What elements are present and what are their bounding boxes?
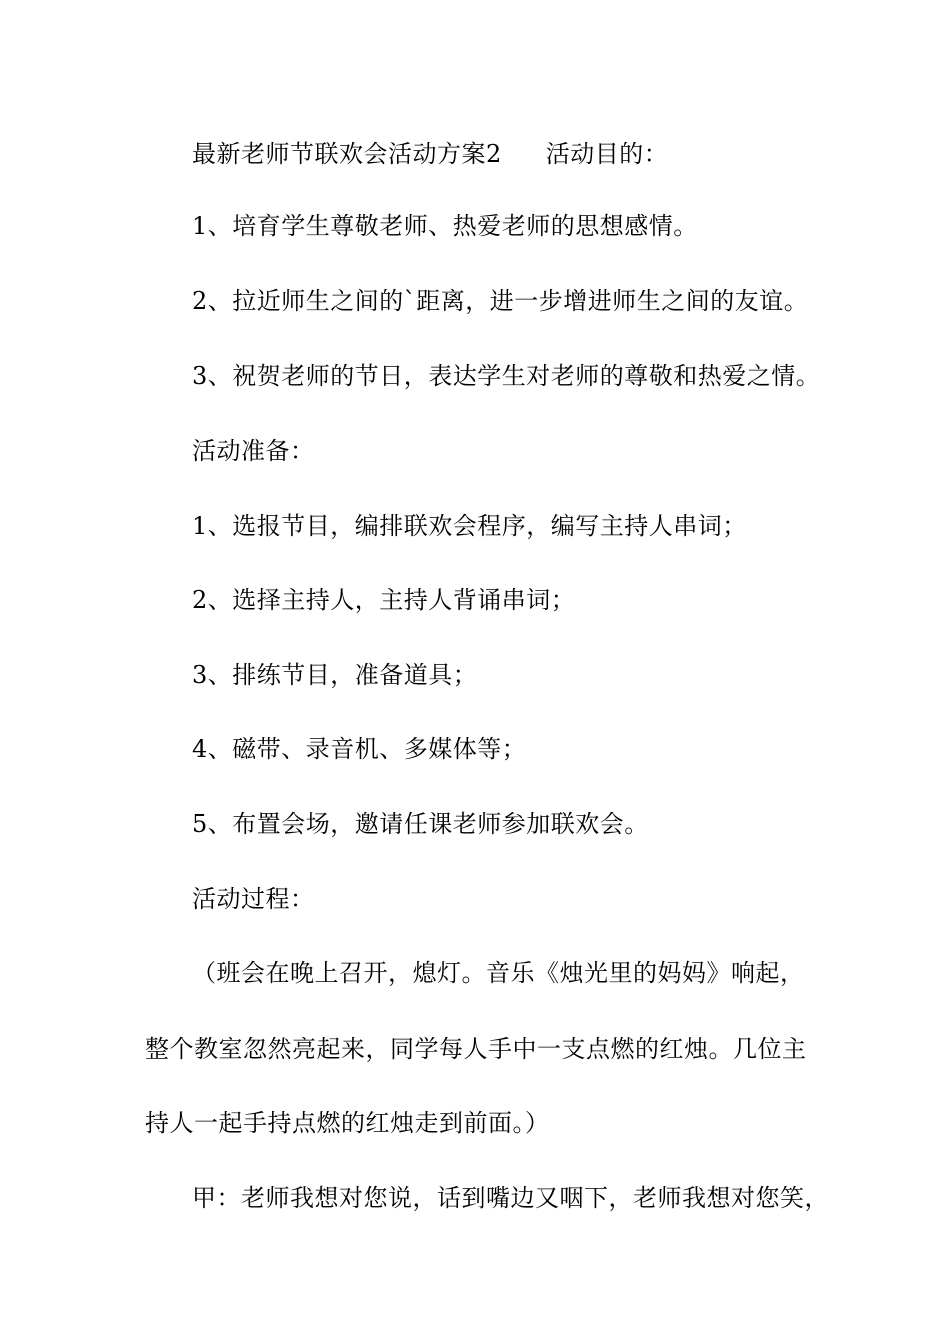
preparation-heading: 活动准备： <box>192 437 315 465</box>
purpose-item-3: 3、祝贺老师的节日，表达学生对老师的尊敬和热爱之情。 <box>192 362 821 390</box>
process-paragraph-line-2: 整个教室忽然亮起来，同学每人手中一支点燃的红烛。几位主 <box>145 1035 807 1063</box>
process-heading: 活动过程： <box>192 885 315 913</box>
preparation-item-2: 2、选择主持人，主持人背诵串词； <box>192 586 576 614</box>
preparation-item-3: 3、排练节目，准备道具； <box>192 661 478 689</box>
document-title: 最新老师节联欢会活动方案2 <box>192 140 502 168</box>
preparation-item-1: 1、选报节目，编排联欢会程序，编写主持人串词； <box>192 512 747 540</box>
preparation-item-5: 5、布置会场，邀请任课老师参加联欢会。 <box>192 810 649 838</box>
process-paragraph-line-1: （班会在晚上召开，熄灯。音乐《烛光里的妈妈》响起， <box>192 959 805 987</box>
purpose-heading: 活动目的： <box>545 140 669 168</box>
purpose-item-1: 1、培育学生尊敬老师、热爱老师的思想感情。 <box>192 212 698 240</box>
dialogue-line-1: 甲：老师我想对您说，话到嘴边又咽下，老师我想对您笑， <box>192 1184 829 1212</box>
preparation-item-4: 4、磁带、录音机、多媒体等； <box>192 735 527 763</box>
purpose-item-2: 2、拉近师生之间的`距离，进一步增进师生之间的友谊。 <box>192 287 809 315</box>
title-line <box>192 139 668 169</box>
process-paragraph-line-3: 持人一起手持点燃的红烛走到前面。） <box>145 1109 550 1137</box>
